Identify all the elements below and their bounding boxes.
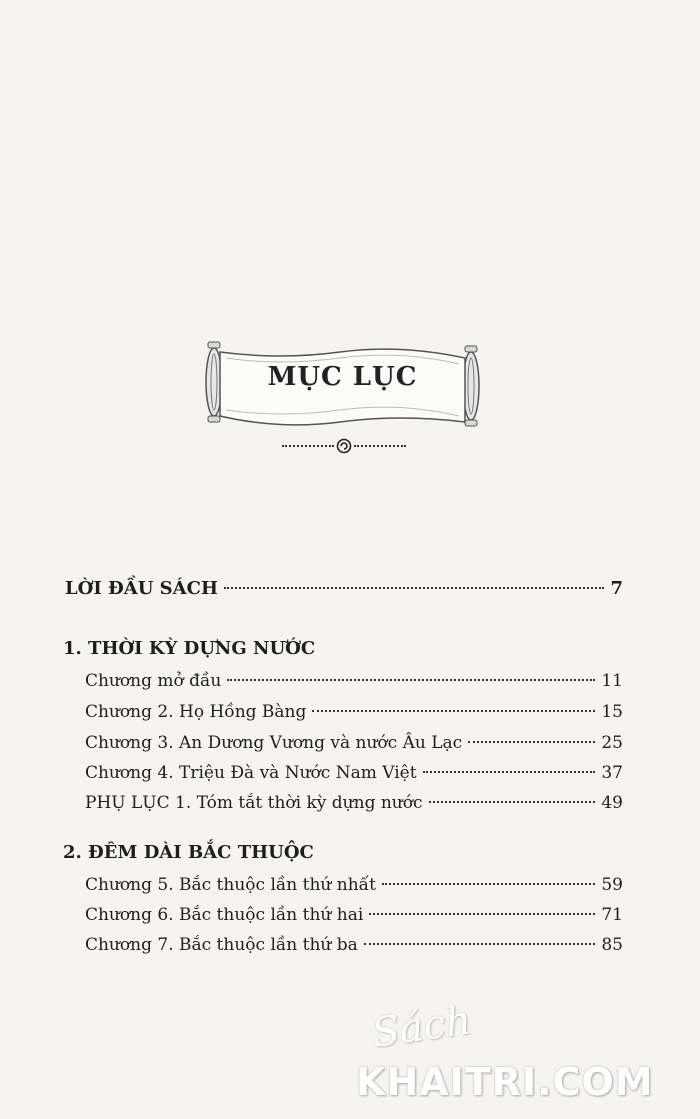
- toc-page-number: 7: [610, 578, 623, 599]
- ornamental-divider: [282, 438, 406, 454]
- toc-entry[interactable]: [85, 763, 623, 783]
- watermark-logo: KHAITRI.COM: [356, 1060, 654, 1104]
- toc-entry-label: LỜI ĐẦU SÁCH: [65, 578, 218, 599]
- page-title: MỤC LỤC: [267, 362, 418, 392]
- toc-entry-label: Chương 4. Triệu Đà và Nước Nam Việt: [85, 763, 417, 783]
- title-banner: [200, 336, 485, 432]
- dot-leader: [224, 587, 604, 589]
- dotted-line-right: [354, 445, 406, 447]
- watermark-script: Sách: [369, 997, 475, 1057]
- toc-page-number: 25: [601, 733, 623, 753]
- toc-entry-label: Chương 7. Bắc thuộc lần thứ ba: [85, 935, 358, 955]
- section-heading-1: 1. THỜI KỲ DỰNG NƯỚC: [63, 638, 316, 659]
- toc-page-number: 59: [601, 875, 623, 895]
- toc-entry-label: PHỤ LỤC 1. Tóm tắt thời kỳ dựng nước: [85, 793, 423, 813]
- dot-leader: [369, 913, 595, 915]
- section-heading-2: 2. ĐÊM DÀI BẮC THUỘC: [63, 842, 314, 863]
- toc-entry[interactable]: [85, 905, 623, 925]
- toc-entry[interactable]: [85, 935, 623, 955]
- toc-page-number: 11: [601, 671, 623, 691]
- toc-entry[interactable]: [85, 733, 623, 753]
- dotted-line-left: [282, 445, 334, 447]
- toc-page-number: 37: [601, 763, 623, 783]
- dot-leader: [312, 710, 595, 712]
- toc-entry-label: Chương 3. An Dương Vương và nước Âu Lạc: [85, 733, 463, 753]
- swirl-icon: [336, 438, 352, 454]
- toc-entry[interactable]: [85, 702, 623, 722]
- toc-page-number: 85: [601, 935, 623, 955]
- toc-entry-preface[interactable]: [65, 578, 623, 599]
- toc-entry[interactable]: [85, 875, 623, 895]
- dot-leader: [423, 771, 596, 773]
- dot-leader: [227, 679, 595, 681]
- dot-leader: [382, 883, 595, 885]
- toc-entry[interactable]: [85, 671, 623, 691]
- toc-page-number: 15: [601, 702, 623, 722]
- toc-entry[interactable]: [85, 793, 623, 813]
- toc-entry-label: Chương 5. Bắc thuộc lần thứ nhất: [85, 875, 376, 895]
- toc-entry-label: Chương 6. Bắc thuộc lần thứ hai: [85, 905, 364, 925]
- dot-leader: [468, 741, 595, 743]
- dot-leader: [429, 801, 596, 803]
- toc-entry-label: Chương mở đầu: [85, 671, 222, 691]
- toc-page-number: 71: [601, 905, 623, 925]
- dot-leader: [364, 943, 596, 945]
- toc-entry-label: Chương 2. Họ Hồng Bàng: [85, 702, 307, 722]
- toc-page-number: 49: [601, 793, 623, 813]
